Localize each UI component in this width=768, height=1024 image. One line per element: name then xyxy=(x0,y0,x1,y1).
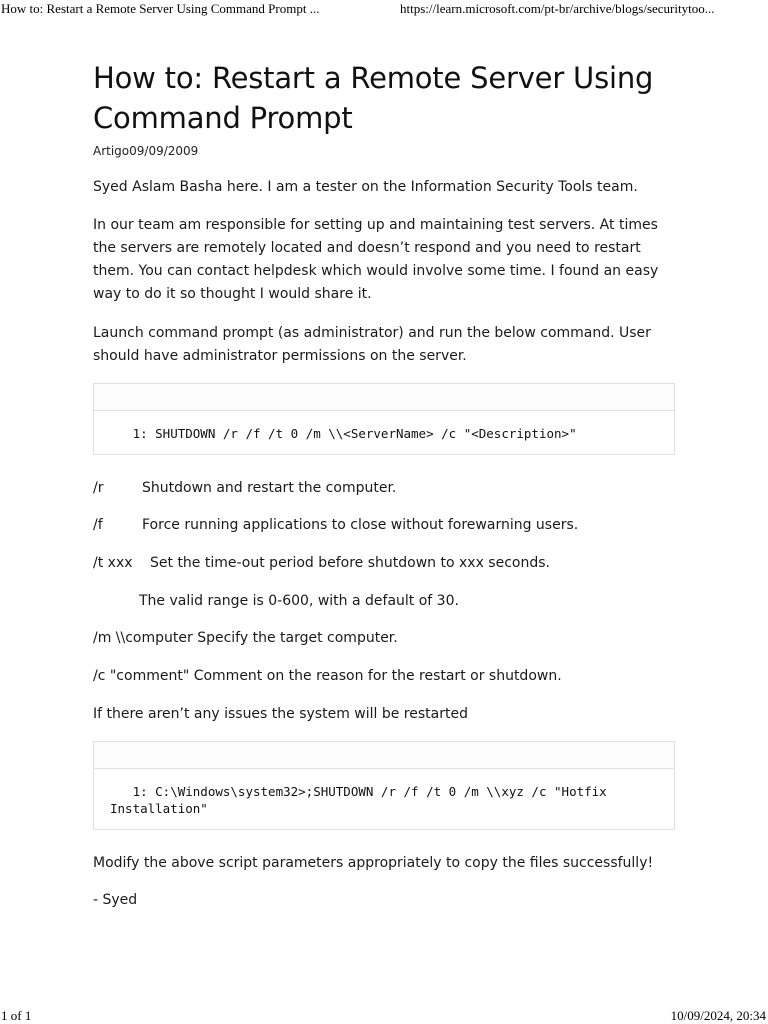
option-desc: Force running applications to close without forewarning users. xyxy=(142,517,579,533)
print-header xyxy=(0,1,768,19)
option-desc: Set the time-out period before shutdown to xxx seconds. xyxy=(150,555,550,571)
intro-paragraph: Syed Aslam Basha here. I am a tester on the Information Security Tools team. xyxy=(93,179,638,195)
article-meta: Artigo09/09/2009 xyxy=(93,144,199,158)
result-paragraph: If there aren’t any issues the system will be restarted xyxy=(93,706,468,722)
option-desc: Shutdown and restart the computer. xyxy=(142,480,397,496)
option-row-c: /c "comment" Comment on the reason for the restart or shutdown. xyxy=(93,668,562,684)
range-note: The valid range is 0-600, with a default of 30. xyxy=(139,593,459,609)
page-title: How to: Restart a Remote Server Using Command Prompt xyxy=(93,61,654,135)
option-key: /r xyxy=(93,480,104,496)
print-header-url: https://learn.microsoft.com/pt-br/archive/blogs/securitytoo... xyxy=(400,1,715,16)
option-row-t xyxy=(93,552,678,575)
option-key: /t xxx xyxy=(93,555,133,571)
option-row-r xyxy=(93,477,678,500)
option-row-m: /m \\computer Specify the target computer. xyxy=(93,630,398,646)
code-line[interactable]: 1: C:\Windows\system32>;SHUTDOWN /r /f /t 0 /m \\xyz /c "Hotfix Installation" xyxy=(110,784,615,816)
print-header-title: How to: Restart a Remote Server Using Command Prompt ... xyxy=(1,1,320,16)
closing-paragraph: Modify the above script parameters appropriately to copy the files successfully! xyxy=(93,855,654,871)
option-key: /f xyxy=(93,517,103,533)
option-row-f xyxy=(93,514,678,537)
code-block-header xyxy=(94,384,674,411)
code-block-header xyxy=(94,742,674,769)
print-datetime: 10/09/2024, 20:34 xyxy=(670,1008,766,1023)
signature: - Syed xyxy=(93,892,138,908)
code-block-1[interactable] xyxy=(93,383,675,455)
instruction-paragraph: Launch command prompt (as administrator) and run the below command. User should have administrator permissions on the server. xyxy=(93,325,651,364)
context-paragraph: In our team am responsible for setting up and maintaining test servers. At times the servers are remotely located and doesn’t respond and you need to restart them. You can contact helpdesk which would involve some time. I found an easy way to do it so thought I would share it. xyxy=(93,217,659,302)
article xyxy=(93,58,678,159)
code-line[interactable]: 1: SHUTDOWN /r /f /t 0 /m \\<ServerName> /c "<Description>" xyxy=(110,426,577,441)
page-number: 1 of 1 xyxy=(1,1008,32,1023)
code-block-2[interactable] xyxy=(93,741,675,830)
print-footer xyxy=(0,1008,768,1024)
